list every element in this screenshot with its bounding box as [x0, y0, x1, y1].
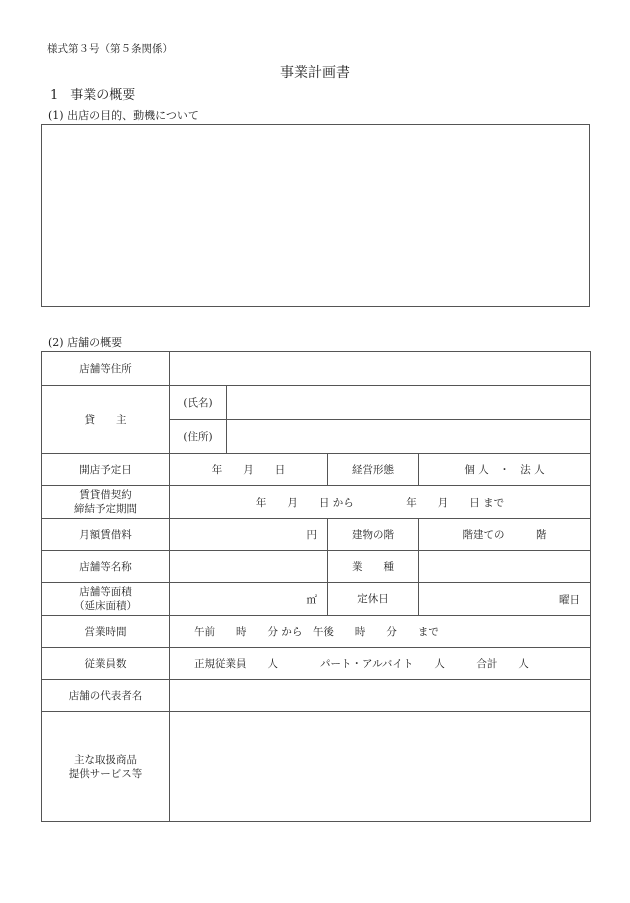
- table-row: [42, 486, 591, 519]
- address-field[interactable]: [170, 352, 591, 386]
- business-hours-label: 営業時間: [42, 616, 170, 648]
- lease-period-label-line2: 締結予定期間: [74, 503, 137, 515]
- products-label-line1: 主な取扱商品: [74, 753, 137, 766]
- opening-date-field[interactable]: 年 月 日: [170, 454, 328, 486]
- landlord-label: 貸 主: [42, 386, 170, 454]
- purpose-heading: (1) 出店の目的、動機について: [48, 109, 199, 122]
- holiday-field[interactable]: 曜日: [419, 583, 591, 616]
- landlord-name-field[interactable]: [227, 386, 591, 420]
- table-row: [42, 616, 591, 648]
- purpose-text-box[interactable]: [41, 124, 590, 307]
- landlord-address-field[interactable]: [227, 420, 591, 454]
- table-row: [42, 712, 591, 822]
- lease-period-label: [42, 486, 170, 519]
- form-code: 様式第３号（第５条関係）: [47, 43, 173, 55]
- shop-name-label: 店舗等名称: [42, 551, 170, 583]
- table-row: [42, 680, 591, 712]
- section-title: 事業の概要: [70, 88, 136, 103]
- monthly-rent-field[interactable]: 円: [170, 519, 328, 551]
- section-number: 1: [50, 88, 59, 103]
- table-row: [42, 454, 591, 486]
- products-label: [42, 712, 170, 822]
- holiday-label: 定休日: [328, 583, 419, 616]
- opening-date-label: 開店予定日: [42, 454, 170, 486]
- table-row: [42, 352, 591, 386]
- business-hours-field[interactable]: 午前 時 分 から 午後 時 分 まで: [170, 616, 591, 648]
- shop-overview-heading: (2) 店舗の概要: [48, 336, 123, 349]
- table-row: [42, 386, 591, 420]
- representative-label: 店舗の代表者名: [42, 680, 170, 712]
- address-label: 店舗等住所: [42, 352, 170, 386]
- staff-count-label: 従業員数: [42, 648, 170, 680]
- document-title: 事業計画書: [280, 65, 350, 81]
- floor-area-label: [42, 583, 170, 616]
- building-floor-field[interactable]: 階建ての 階: [419, 519, 591, 551]
- table-row: [42, 519, 591, 551]
- shop-name-field[interactable]: [170, 551, 328, 583]
- staff-count-field[interactable]: 正規従業員 人 パート・アルバイト 人 合計 人: [170, 648, 591, 680]
- landlord-name-label: (氏名): [170, 386, 227, 420]
- products-field[interactable]: [170, 712, 591, 822]
- landlord-address-label: (住所): [170, 420, 227, 454]
- table-row: [42, 583, 591, 616]
- shop-overview-table: [41, 351, 591, 822]
- section-heading: [50, 84, 135, 103]
- products-label-line2: 提供サービス等: [68, 767, 143, 780]
- floor-area-label-line2: （延床面積）: [74, 600, 137, 612]
- monthly-rent-label: 月額賃借料: [42, 519, 170, 551]
- industry-label: 業 種: [328, 551, 419, 583]
- representative-field[interactable]: [170, 680, 591, 712]
- industry-field[interactable]: [419, 551, 591, 583]
- floor-area-field[interactable]: ㎡: [170, 583, 328, 616]
- management-type-field[interactable]: 個 人 ・ 法 人: [419, 454, 591, 486]
- table-row: [42, 648, 591, 680]
- lease-period-field[interactable]: 年 月 日 から 年 月 日 まで: [170, 486, 591, 519]
- management-type-label: 経営形態: [328, 454, 419, 486]
- table-row: [42, 551, 591, 583]
- building-floor-label: 建物の階: [328, 519, 419, 551]
- floor-area-label-line1: 店舗等面積: [79, 586, 132, 598]
- lease-period-label-line1: 賃貸借契約: [79, 489, 132, 501]
